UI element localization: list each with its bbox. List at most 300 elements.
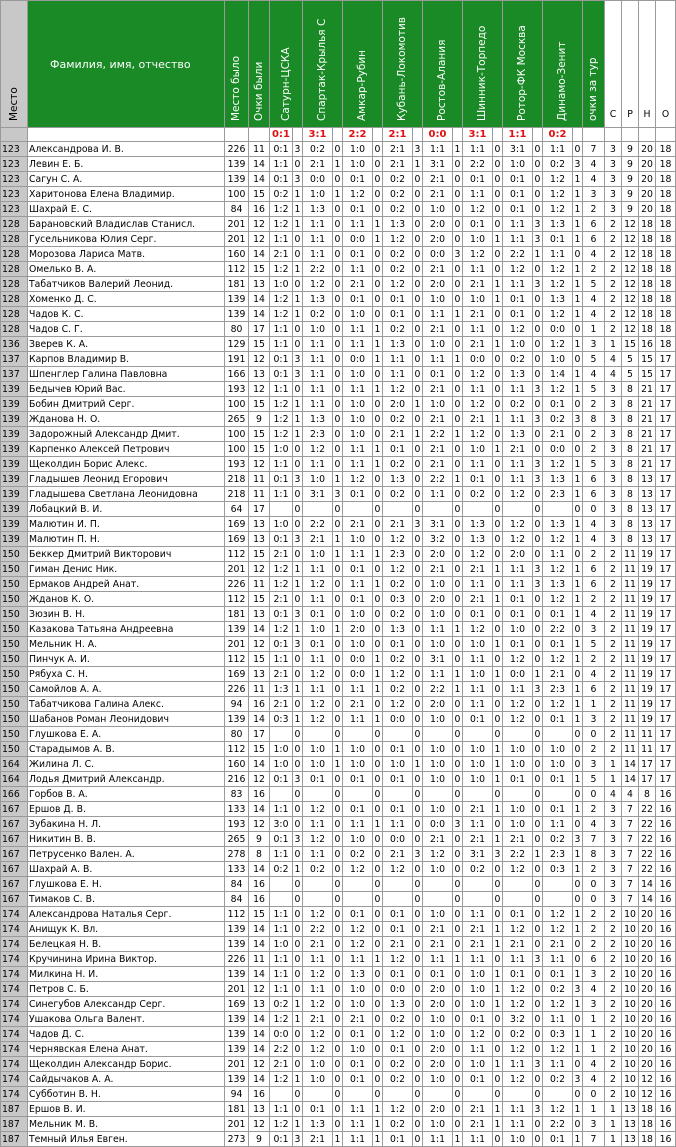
s-cell: 2 — [605, 622, 622, 637]
n-cell: 20 — [639, 1057, 656, 1072]
r-cell: 12 — [622, 292, 639, 307]
prediction-points-cell: 0 — [573, 817, 583, 832]
n-cell: 20 — [639, 1027, 656, 1042]
prediction-points-cell: 0 — [293, 727, 303, 742]
prediction-cell: 1:2 — [543, 592, 573, 607]
name-cell: Мельник Н. А. — [28, 637, 225, 652]
prediction-points-cell: 1 — [573, 607, 583, 622]
prediction-points-cell: 1 — [453, 622, 463, 637]
prediction-cell: 2:0 — [423, 1057, 453, 1072]
prediction-cell: 0:2 — [503, 397, 533, 412]
name-cell: Харитонова Елена Владимир. — [28, 187, 225, 202]
prediction-cell: 1:4 — [543, 367, 573, 382]
prediction-points-cell: 0 — [493, 787, 503, 802]
prediction-cell: 0:0 — [503, 667, 533, 682]
prediction-cell: 1:0 — [503, 157, 533, 172]
prediction-cell: 0:1 — [383, 802, 413, 817]
table-row — [1, 1087, 676, 1102]
prediction-points-cell: 0 — [333, 967, 343, 982]
prediction-cell: 1:3 — [303, 292, 333, 307]
prediction-points-cell: 1 — [533, 847, 543, 862]
results-empty-cell — [533, 128, 543, 142]
place-cell: 150 — [1, 607, 28, 622]
prediction-cell: 1:3 — [303, 1117, 333, 1132]
prev-place-cell: 181 — [225, 277, 249, 292]
prediction-cell — [503, 892, 533, 907]
results-empty-cell — [573, 128, 583, 142]
prediction-cell: 1:1 — [423, 952, 453, 967]
table-row — [1, 217, 676, 232]
prediction-cell: 1:1 — [503, 1057, 533, 1072]
s-cell: 3 — [605, 862, 622, 877]
s-cell: 2 — [605, 952, 622, 967]
prev-points-cell: 13 — [249, 1102, 270, 1117]
prev-place-cell: 64 — [225, 502, 249, 517]
prev-points-cell: 14 — [249, 307, 270, 322]
prediction-cell: 1:0 — [463, 742, 493, 757]
n-cell: 20 — [639, 1042, 656, 1057]
round-points-cell: 2 — [583, 592, 605, 607]
prediction-cell: 2:0 — [343, 622, 373, 637]
prediction-cell: 1:0 — [423, 577, 453, 592]
prediction-cell: 1:2 — [503, 1042, 533, 1057]
prev-place-cell: 94 — [225, 1087, 249, 1102]
prediction-points-cell: 0 — [493, 367, 503, 382]
prev-place-cell: 100 — [225, 427, 249, 442]
round-points-cell: 4 — [583, 1072, 605, 1087]
round-points-cell: 6 — [583, 217, 605, 232]
r-cell: 13 — [622, 1102, 639, 1117]
prediction-cell — [270, 502, 293, 517]
s-cell: 2 — [605, 1087, 622, 1102]
prev-place-cell: 193 — [225, 382, 249, 397]
prediction-cell: 3:1 — [423, 517, 453, 532]
prediction-points-cell: 1 — [573, 577, 583, 592]
prev-points-cell: 15 — [249, 742, 270, 757]
prediction-points-cell: 0 — [293, 457, 303, 472]
prediction-points-cell: 0 — [453, 262, 463, 277]
prediction-points-cell: 0 — [413, 277, 423, 292]
place-cell: 174 — [1, 1012, 28, 1027]
prediction-cell: 1:3 — [543, 292, 573, 307]
prediction-points-cell: 0 — [333, 502, 343, 517]
prediction-cell: 1:1 — [463, 577, 493, 592]
prediction-cell: 0:1 — [423, 367, 453, 382]
o-cell: 18 — [656, 202, 676, 217]
prediction-cell: 1:0 — [423, 337, 453, 352]
name-cell: Чернявская Елена Анат. — [28, 1042, 225, 1057]
prev-place-cell: 169 — [225, 997, 249, 1012]
name-cell: Белецкая Н. В. — [28, 937, 225, 952]
round-points-cell: 2 — [583, 262, 605, 277]
prediction-points-cell: 0 — [493, 487, 503, 502]
prediction-cell: 0:1 — [543, 637, 573, 652]
table-row — [1, 652, 676, 667]
prediction-cell: 0:1 — [503, 202, 533, 217]
prev-place-cell: 139 — [225, 1027, 249, 1042]
prediction-points-cell: 0 — [333, 877, 343, 892]
prediction-cell: 1:1 — [343, 217, 373, 232]
place-cell: 150 — [1, 652, 28, 667]
table-row — [1, 877, 676, 892]
prediction-cell: 1:0 — [303, 472, 333, 487]
prediction-cell: 1:1 — [303, 217, 333, 232]
prediction-cell: 0:2 — [543, 157, 573, 172]
prediction-cell: 2:1 — [543, 937, 573, 952]
s-cell: 1 — [605, 1132, 622, 1147]
prediction-cell: 1:2 — [303, 967, 333, 982]
prediction-points-cell: 1 — [453, 307, 463, 322]
prediction-cell: 0:2 — [463, 487, 493, 502]
prediction-points-cell: 3 — [293, 532, 303, 547]
prediction-cell: 1:0 — [423, 202, 453, 217]
s-cell: 3 — [605, 802, 622, 817]
prediction-cell: 1:1 — [423, 622, 453, 637]
place-cell: 150 — [1, 682, 28, 697]
prediction-points-cell: 0 — [453, 1057, 463, 1072]
prediction-points-cell: 0 — [533, 337, 543, 352]
place-cell: 174 — [1, 997, 28, 1012]
prediction-points-cell: 0 — [293, 1042, 303, 1057]
prediction-points-cell: 0 — [333, 862, 343, 877]
prev-place-cell: 226 — [225, 142, 249, 157]
table-row — [1, 772, 676, 787]
prediction-points-cell: 1 — [573, 262, 583, 277]
name-cell: Рябуха С. Н. — [28, 667, 225, 682]
table-row — [1, 922, 676, 937]
n-cell: 19 — [639, 562, 656, 577]
prediction-points-cell: 0 — [573, 727, 583, 742]
prediction-points-cell: 0 — [573, 502, 583, 517]
name-cell: Гладышева Светлана Леонидовна — [28, 487, 225, 502]
prediction-points-cell: 3 — [533, 562, 543, 577]
prediction-cell: 1:2 — [543, 457, 573, 472]
prediction-points-cell: 0 — [533, 307, 543, 322]
table-row — [1, 442, 676, 457]
place-cell: 123 — [1, 187, 28, 202]
table-row — [1, 712, 676, 727]
prediction-points-cell: 0 — [413, 382, 423, 397]
prediction-points-cell: 0 — [453, 202, 463, 217]
place-cell: 139 — [1, 517, 28, 532]
prev-points-cell: 17 — [249, 322, 270, 337]
prev-points-cell: 11 — [249, 472, 270, 487]
round-points-cell: 1 — [583, 1042, 605, 1057]
n-cell: 20 — [639, 142, 656, 157]
prediction-points-cell: 0 — [533, 397, 543, 412]
n-cell: 19 — [639, 652, 656, 667]
prediction-cell: 0:0 — [463, 352, 493, 367]
prediction-points-cell: 0 — [293, 487, 303, 502]
round-points-cell: 0 — [583, 727, 605, 742]
prev-points-cell: 9 — [249, 412, 270, 427]
prediction-cell: 1:1 — [343, 952, 373, 967]
prediction-points-cell: 0 — [413, 997, 423, 1012]
prediction-cell: 1:0 — [423, 292, 453, 307]
prediction-cell: 1:0 — [303, 1072, 333, 1087]
prediction-points-cell: 0 — [333, 1012, 343, 1027]
prediction-points-cell: 0 — [533, 367, 543, 382]
prediction-cell: 2:0 — [423, 277, 453, 292]
n-header: Н — [639, 1, 656, 128]
prediction-points-cell: 0 — [413, 352, 423, 367]
prediction-points-cell: 0 — [453, 652, 463, 667]
place-cell: 123 — [1, 157, 28, 172]
o-cell: 16 — [656, 787, 676, 802]
prediction-points-cell: 0 — [453, 1012, 463, 1027]
prediction-cell: 1:1 — [503, 1102, 533, 1117]
prediction-cell: 0:0 — [303, 172, 333, 187]
prev-points-cell: 15 — [249, 427, 270, 442]
prediction-points-cell: 1 — [573, 172, 583, 187]
prediction-cell: 1:1 — [423, 487, 453, 502]
prediction-cell: 1:1 — [343, 817, 373, 832]
prediction-points-cell: 0 — [493, 817, 503, 832]
prediction-cell: 1:2 — [503, 532, 533, 547]
round-points-cell: 0 — [583, 502, 605, 517]
place-cell: 187 — [1, 1117, 28, 1132]
s-cell: 3 — [605, 532, 622, 547]
name-cell: Левин Е. Б. — [28, 157, 225, 172]
name-cell: Пинчук А. И. — [28, 652, 225, 667]
prediction-cell: 0:1 — [543, 1132, 573, 1147]
prediction-cell: 1:0 — [543, 352, 573, 367]
prediction-points-cell: 0 — [533, 1072, 543, 1087]
place-cell: 167 — [1, 802, 28, 817]
prev-place-cell: 139 — [225, 1012, 249, 1027]
s-cell: 2 — [605, 307, 622, 322]
table-row — [1, 667, 676, 682]
prediction-cell: 0:2 — [303, 307, 333, 322]
prediction-cell: 1:2 — [303, 712, 333, 727]
round-points-cell: 5 — [583, 352, 605, 367]
s-cell: 1 — [605, 772, 622, 787]
prediction-points-cell: 0 — [573, 622, 583, 637]
prediction-cell: 0:1 — [270, 172, 293, 187]
name-cell: Горбов В. А. — [28, 787, 225, 802]
o-cell: 18 — [656, 247, 676, 262]
prediction-points-cell: 0 — [573, 442, 583, 457]
prediction-cell: 0:2 — [383, 457, 413, 472]
round-points-cell: 2 — [583, 922, 605, 937]
prediction-cell: 1:1 — [503, 577, 533, 592]
prediction-cell: 2:1 — [543, 427, 573, 442]
prediction-points-cell: 0 — [333, 652, 343, 667]
round-points-cell: 7 — [583, 832, 605, 847]
prediction-cell: 1:2 — [270, 217, 293, 232]
r-cell: 8 — [622, 427, 639, 442]
round-points-cell: 1 — [583, 697, 605, 712]
prediction-cell: 2:1 — [270, 1057, 293, 1072]
prediction-cell: 1:0 — [303, 742, 333, 757]
n-cell: 18 — [639, 232, 656, 247]
prediction-points-cell: 1 — [573, 517, 583, 532]
prev-points-cell: 13 — [249, 532, 270, 547]
prediction-points-cell: 0 — [413, 442, 423, 457]
prediction-points-cell: 0 — [373, 832, 383, 847]
prediction-points-cell: 0 — [333, 727, 343, 742]
prediction-points-cell: 0 — [573, 757, 583, 772]
prediction-cell: 1:0 — [423, 1027, 453, 1042]
prev-place-cell: 139 — [225, 712, 249, 727]
prediction-cell: 1:2 — [383, 562, 413, 577]
prediction-points-cell: 0 — [333, 982, 343, 997]
r-cell: 9 — [622, 157, 639, 172]
r-cell: 11 — [622, 637, 639, 652]
prediction-points-cell: 0 — [413, 1117, 423, 1132]
table-row — [1, 277, 676, 292]
n-cell: 18 — [639, 262, 656, 277]
o-cell: 17 — [656, 397, 676, 412]
prediction-cell: 1:2 — [463, 202, 493, 217]
name-cell: Кручинина Ирина Виктор. — [28, 952, 225, 967]
name-cell: Казакова Татьяна Андреевна — [28, 622, 225, 637]
round-points-cell: 2 — [583, 652, 605, 667]
prev-place-cell: 265 — [225, 412, 249, 427]
prediction-points-cell: 0 — [293, 1102, 303, 1117]
prediction-points-cell: 3 — [293, 607, 303, 622]
prediction-cell: 2:1 — [463, 307, 493, 322]
prediction-points-cell: 0 — [533, 1012, 543, 1027]
prediction-cell: 1:1 — [463, 652, 493, 667]
prediction-cell: 0:2 — [543, 1072, 573, 1087]
prediction-points-cell: 0 — [493, 322, 503, 337]
r-cell: 8 — [622, 487, 639, 502]
o-cell: 17 — [656, 637, 676, 652]
prediction-points-cell: 0 — [333, 997, 343, 1012]
prediction-cell: 1:2 — [303, 667, 333, 682]
s-cell: 2 — [605, 907, 622, 922]
prediction-cell: 1:0 — [463, 997, 493, 1012]
prediction-cell: 2:1 — [503, 937, 533, 952]
prediction-points-cell: 0 — [333, 142, 343, 157]
prediction-cell: 1:0 — [503, 757, 533, 772]
prediction-cell: 2:1 — [463, 592, 493, 607]
round-points-cell: 3 — [583, 757, 605, 772]
r-cell: 10 — [622, 967, 639, 982]
prediction-points-cell: 3 — [533, 1057, 543, 1072]
o-cell: 18 — [656, 322, 676, 337]
prediction-points-cell: 0 — [453, 592, 463, 607]
prediction-cell — [423, 502, 453, 517]
prediction-cell: 2:0 — [503, 547, 533, 562]
prediction-cell: 1:0 — [270, 742, 293, 757]
prediction-cell: 2:1 — [343, 277, 373, 292]
prediction-points-cell: 0 — [373, 892, 383, 907]
prediction-points-cell: 0 — [333, 292, 343, 307]
name-cell: Лодья Дмитрий Александр. — [28, 772, 225, 787]
n-cell: 20 — [639, 997, 656, 1012]
results-empty-cell — [583, 128, 605, 142]
prediction-cell: 0:1 — [543, 802, 573, 817]
prev-points-cell: 14 — [249, 937, 270, 952]
prediction-cell: 0:0 — [383, 982, 413, 997]
prediction-points-cell: 3 — [493, 847, 503, 862]
prediction-points-cell: 0 — [453, 922, 463, 937]
prediction-points-cell: 1 — [573, 562, 583, 577]
n-cell: 22 — [639, 802, 656, 817]
prediction-cell: 1:2 — [270, 427, 293, 442]
prediction-points-cell: 0 — [533, 352, 543, 367]
prediction-cell: 1:3 — [383, 472, 413, 487]
prediction-cell — [503, 877, 533, 892]
s-cell: 3 — [605, 442, 622, 457]
prediction-cell: 1:1 — [343, 1117, 373, 1132]
prediction-points-cell: 3 — [533, 217, 543, 232]
name-cell: Глушкова Е. А. — [28, 727, 225, 742]
s-cell: 2 — [605, 547, 622, 562]
s-cell: 3 — [605, 172, 622, 187]
prediction-cell: 0:1 — [543, 712, 573, 727]
place-cell: 150 — [1, 577, 28, 592]
table-row — [1, 682, 676, 697]
prev-place-cell: 139 — [225, 937, 249, 952]
prediction-points-cell: 0 — [573, 547, 583, 562]
prediction-points-cell: 0 — [333, 1057, 343, 1072]
prediction-points-cell: 3 — [533, 457, 543, 472]
prediction-points-cell: 0 — [533, 727, 543, 742]
s-cell: 2 — [605, 652, 622, 667]
prediction-cell: 1:1 — [303, 352, 333, 367]
prediction-points-cell: 0 — [493, 547, 503, 562]
prediction-points-cell: 0 — [293, 517, 303, 532]
prediction-points-cell: 1 — [373, 352, 383, 367]
prediction-points-cell: 0 — [493, 397, 503, 412]
name-cell: Петров С. Б. — [28, 982, 225, 997]
prediction-points-cell: 0 — [533, 592, 543, 607]
prediction-cell: 0:0 — [270, 1027, 293, 1042]
prediction-points-cell: 0 — [533, 772, 543, 787]
prediction-points-cell: 3 — [293, 1132, 303, 1147]
prediction-points-cell: 0 — [413, 547, 423, 562]
prediction-cell — [543, 727, 573, 742]
prediction-cell: 0:1 — [423, 967, 453, 982]
prev-place-header: Место было — [225, 1, 249, 128]
n-cell: 11 — [639, 727, 656, 742]
prediction-points-cell: 0 — [373, 802, 383, 817]
prediction-cell: 0:1 — [503, 607, 533, 622]
o-cell: 17 — [656, 562, 676, 577]
prediction-cell: 0:1 — [270, 772, 293, 787]
prediction-cell: 0:1 — [383, 307, 413, 322]
prev-place-cell: 201 — [225, 637, 249, 652]
prediction-cell: 0:1 — [463, 472, 493, 487]
prediction-cell — [383, 892, 413, 907]
prediction-points-cell: 0 — [453, 1042, 463, 1057]
prediction-cell: 1:3 — [463, 517, 493, 532]
place-cell: 174 — [1, 1042, 28, 1057]
prediction-cell: 2:1 — [383, 517, 413, 532]
place-cell: 187 — [1, 1102, 28, 1117]
prediction-cell: 1:1 — [303, 367, 333, 382]
prev-place-cell: 193 — [225, 817, 249, 832]
prediction-cell: 1:3 — [543, 217, 573, 232]
prediction-points-cell: 1 — [533, 667, 543, 682]
prediction-points-cell: 0 — [533, 607, 543, 622]
name-cell: Омелько В. А. — [28, 262, 225, 277]
prediction-points-cell: 0 — [413, 1057, 423, 1072]
prediction-points-cell: 3 — [573, 412, 583, 427]
s-cell: 3 — [605, 517, 622, 532]
table-row — [1, 1012, 676, 1027]
prediction-points-cell: 1 — [373, 232, 383, 247]
prediction-cell: 1:0 — [343, 742, 373, 757]
n-cell: 19 — [639, 712, 656, 727]
prediction-points-cell: 0 — [373, 1042, 383, 1057]
prediction-points-cell: 0 — [413, 1087, 423, 1102]
prediction-cell: 1:0 — [423, 1117, 453, 1132]
prediction-cell: 0:2 — [543, 832, 573, 847]
